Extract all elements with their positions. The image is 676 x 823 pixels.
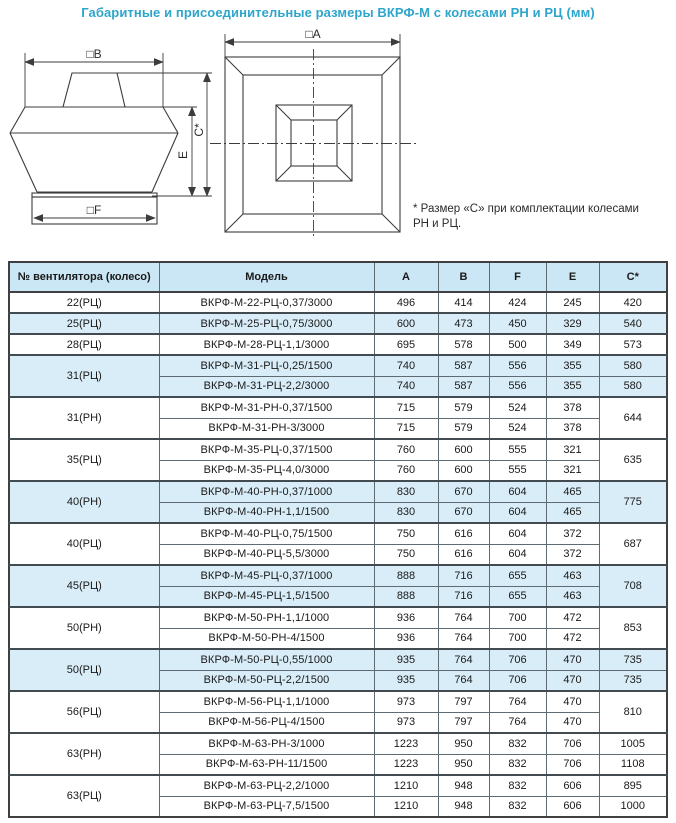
dim-a-cell: 973 bbox=[374, 712, 438, 733]
dim-b-cell: 600 bbox=[438, 439, 489, 460]
model-cell: ВКРФ-М-63-РН-3/1000 bbox=[159, 733, 374, 754]
dim-cstar-cell: 810 bbox=[599, 691, 667, 733]
dim-label-c: C* bbox=[192, 123, 206, 137]
dim-b-cell: 670 bbox=[438, 502, 489, 523]
model-cell: ВКРФ-М-40-РЦ-5,5/3000 bbox=[159, 544, 374, 565]
dim-cstar-cell: 735 bbox=[599, 670, 667, 691]
dim-a-cell: 830 bbox=[374, 502, 438, 523]
dim-e-cell: 463 bbox=[546, 586, 599, 607]
model-cell: ВКРФ-М-40-РН-1,1/1500 bbox=[159, 502, 374, 523]
dim-b-cell: 797 bbox=[438, 691, 489, 712]
dim-b-cell: 600 bbox=[438, 460, 489, 481]
table-row bbox=[9, 733, 667, 754]
dim-f-cell: 706 bbox=[489, 649, 546, 670]
dim-a-cell: 935 bbox=[374, 670, 438, 691]
dim-b-cell: 797 bbox=[438, 712, 489, 733]
dim-f-cell: 524 bbox=[489, 418, 546, 439]
dim-cstar-cell: 775 bbox=[599, 481, 667, 523]
table-row bbox=[9, 334, 667, 355]
wheel-cell: 22(РЦ) bbox=[9, 292, 159, 313]
model-cell: ВКРФ-М-50-РЦ-0,55/1000 bbox=[159, 649, 374, 670]
model-cell: ВКРФ-М-56-РЦ-4/1500 bbox=[159, 712, 374, 733]
dim-cstar-cell: 1005 bbox=[599, 733, 667, 754]
dim-e-cell: 470 bbox=[546, 691, 599, 712]
dim-a-cell: 935 bbox=[374, 649, 438, 670]
header-dim-c: C* bbox=[599, 262, 667, 292]
model-cell: ВКРФ-М-63-РЦ-2,2/1000 bbox=[159, 775, 374, 796]
dim-a-cell: 1223 bbox=[374, 754, 438, 775]
dim-cstar-cell: 580 bbox=[599, 376, 667, 397]
dim-b-cell: 716 bbox=[438, 586, 489, 607]
dim-b-cell: 579 bbox=[438, 397, 489, 418]
dim-e-cell: 472 bbox=[546, 628, 599, 649]
dim-b-cell: 587 bbox=[438, 355, 489, 376]
dim-f-cell: 832 bbox=[489, 733, 546, 754]
dim-a-cell: 715 bbox=[374, 418, 438, 439]
dim-f-cell: 700 bbox=[489, 607, 546, 628]
model-cell: ВКРФ-М-28-РЦ-1,1/3000 bbox=[159, 334, 374, 355]
dim-f-cell: 604 bbox=[489, 544, 546, 565]
dim-a-cell: 973 bbox=[374, 691, 438, 712]
dim-e-cell: 378 bbox=[546, 397, 599, 418]
model-cell: ВКРФ-М-22-РЦ-0,37/3000 bbox=[159, 292, 374, 313]
table-row bbox=[9, 481, 667, 502]
dim-cstar-cell: 735 bbox=[599, 649, 667, 670]
page-title: Габаритные и присоединительные размеры ВКРФ-М с колесами РН и РЦ (мм) bbox=[81, 5, 595, 20]
dim-cstar-cell: 635 bbox=[599, 439, 667, 481]
dim-b-cell: 716 bbox=[438, 565, 489, 586]
dim-a-cell: 936 bbox=[374, 607, 438, 628]
dim-b-cell: 670 bbox=[438, 481, 489, 502]
dim-f-cell: 764 bbox=[489, 691, 546, 712]
dim-b-cell: 587 bbox=[438, 376, 489, 397]
model-cell: ВКРФ-М-45-РЦ-1,5/1500 bbox=[159, 586, 374, 607]
dim-e-cell: 463 bbox=[546, 565, 599, 586]
dim-a-cell: 760 bbox=[374, 439, 438, 460]
dim-a-cell: 740 bbox=[374, 355, 438, 376]
wheel-cell: 63(РЦ) bbox=[9, 775, 159, 817]
dim-f-cell: 555 bbox=[489, 439, 546, 460]
dim-b-cell: 616 bbox=[438, 523, 489, 544]
model-cell: ВКРФ-М-31-РЦ-0,25/1500 bbox=[159, 355, 374, 376]
dim-b-cell: 948 bbox=[438, 796, 489, 817]
dim-f-cell: 524 bbox=[489, 397, 546, 418]
dim-f-cell: 604 bbox=[489, 502, 546, 523]
model-cell: ВКРФ-М-31-РЦ-2,2/3000 bbox=[159, 376, 374, 397]
footnote bbox=[413, 202, 665, 232]
dim-b-cell: 950 bbox=[438, 754, 489, 775]
dim-f-cell: 655 bbox=[489, 565, 546, 586]
dim-cstar-cell: 420 bbox=[599, 292, 667, 313]
dim-b-cell: 616 bbox=[438, 544, 489, 565]
table-row bbox=[9, 649, 667, 670]
wheel-cell: 40(РЦ) bbox=[9, 523, 159, 565]
dim-f-cell: 832 bbox=[489, 796, 546, 817]
dim-f-cell: 764 bbox=[489, 712, 546, 733]
footnote-line2: РН и РЦ. bbox=[413, 218, 462, 230]
dim-cstar-cell: 687 bbox=[599, 523, 667, 565]
header-dim-b: B bbox=[438, 262, 489, 292]
table-row bbox=[9, 397, 667, 418]
dim-f-cell: 700 bbox=[489, 628, 546, 649]
dim-label-a: □A bbox=[305, 27, 321, 41]
dim-a-cell: 1223 bbox=[374, 733, 438, 754]
dim-b-cell: 764 bbox=[438, 628, 489, 649]
dim-b-cell: 948 bbox=[438, 775, 489, 796]
dim-a-cell: 750 bbox=[374, 523, 438, 544]
dim-f-cell: 832 bbox=[489, 754, 546, 775]
wheel-cell: 35(РЦ) bbox=[9, 439, 159, 481]
header-wheel: № вентилятора (колесо) bbox=[9, 262, 159, 292]
dim-label-e: E bbox=[176, 150, 190, 160]
dim-cstar-cell: 573 bbox=[599, 334, 667, 355]
header-dim-a: A bbox=[374, 262, 438, 292]
dim-f-cell: 832 bbox=[489, 775, 546, 796]
dim-f-cell: 604 bbox=[489, 523, 546, 544]
dim-e-cell: 706 bbox=[546, 733, 599, 754]
wheel-cell: 28(РЦ) bbox=[9, 334, 159, 355]
dim-e-cell: 470 bbox=[546, 712, 599, 733]
table-row bbox=[9, 439, 667, 460]
dim-e-cell: 321 bbox=[546, 460, 599, 481]
table-row bbox=[9, 775, 667, 796]
dim-a-cell: 760 bbox=[374, 460, 438, 481]
wheel-cell: 56(РЦ) bbox=[9, 691, 159, 733]
dim-e-cell: 706 bbox=[546, 754, 599, 775]
dim-e-cell: 321 bbox=[546, 439, 599, 460]
dim-a-cell: 888 bbox=[374, 586, 438, 607]
dim-e-cell: 372 bbox=[546, 544, 599, 565]
dim-b-cell: 764 bbox=[438, 607, 489, 628]
dim-f-cell: 655 bbox=[489, 586, 546, 607]
table-row bbox=[9, 565, 667, 586]
dim-a-cell: 830 bbox=[374, 481, 438, 502]
dim-f-cell: 556 bbox=[489, 355, 546, 376]
dim-f-cell: 424 bbox=[489, 292, 546, 313]
footnote-line1: * Размер «С» при комплектации колесами bbox=[413, 203, 639, 215]
dimensions-table bbox=[8, 261, 668, 818]
model-cell: ВКРФ-М-50-РН-4/1500 bbox=[159, 628, 374, 649]
wheel-cell: 25(РЦ) bbox=[9, 313, 159, 334]
dim-a-cell: 695 bbox=[374, 334, 438, 355]
model-cell: ВКРФ-М-31-РН-3/3000 bbox=[159, 418, 374, 439]
top-view-drawing bbox=[210, 27, 418, 237]
dim-e-cell: 329 bbox=[546, 313, 599, 334]
dim-cstar-cell: 1108 bbox=[599, 754, 667, 775]
dim-f-cell: 556 bbox=[489, 376, 546, 397]
model-cell: ВКРФ-М-40-РЦ-0,75/1500 bbox=[159, 523, 374, 544]
dim-e-cell: 472 bbox=[546, 607, 599, 628]
model-cell: ВКРФ-М-63-РН-11/1500 bbox=[159, 754, 374, 775]
model-cell: ВКРФ-М-35-РЦ-4,0/3000 bbox=[159, 460, 374, 481]
table-row bbox=[9, 523, 667, 544]
dim-label-f: □F bbox=[86, 203, 102, 217]
dim-e-cell: 349 bbox=[546, 334, 599, 355]
dim-a-cell: 750 bbox=[374, 544, 438, 565]
dim-cstar-cell: 708 bbox=[599, 565, 667, 607]
dim-a-cell: 936 bbox=[374, 628, 438, 649]
table-row bbox=[9, 313, 667, 334]
dim-e-cell: 470 bbox=[546, 670, 599, 691]
table-row bbox=[9, 691, 667, 712]
dim-e-cell: 245 bbox=[546, 292, 599, 313]
dim-a-cell: 600 bbox=[374, 313, 438, 334]
dim-b-cell: 764 bbox=[438, 649, 489, 670]
wheel-cell: 40(РН) bbox=[9, 481, 159, 523]
model-cell: ВКРФ-М-45-РЦ-0,37/1000 bbox=[159, 565, 374, 586]
table-row bbox=[9, 355, 667, 376]
wheel-cell: 50(РЦ) bbox=[9, 649, 159, 691]
wheel-cell: 50(РН) bbox=[9, 607, 159, 649]
dim-b-cell: 579 bbox=[438, 418, 489, 439]
side-view-drawing bbox=[10, 47, 212, 224]
dim-e-cell: 465 bbox=[546, 502, 599, 523]
table-row bbox=[9, 292, 667, 313]
dim-e-cell: 378 bbox=[546, 418, 599, 439]
dim-b-cell: 473 bbox=[438, 313, 489, 334]
header-dim-f: F bbox=[489, 262, 546, 292]
dim-e-cell: 372 bbox=[546, 523, 599, 544]
wheel-cell: 31(РН) bbox=[9, 397, 159, 439]
dim-f-cell: 604 bbox=[489, 481, 546, 502]
model-cell: ВКРФ-М-31-РН-0,37/1500 bbox=[159, 397, 374, 418]
model-cell: ВКРФ-М-56-РЦ-1,1/1000 bbox=[159, 691, 374, 712]
dim-a-cell: 1210 bbox=[374, 775, 438, 796]
dim-f-cell: 500 bbox=[489, 334, 546, 355]
dim-e-cell: 465 bbox=[546, 481, 599, 502]
spec-table-body bbox=[9, 292, 667, 817]
dim-f-cell: 706 bbox=[489, 670, 546, 691]
wheel-cell: 31(РЦ) bbox=[9, 355, 159, 397]
dim-cstar-cell: 644 bbox=[599, 397, 667, 439]
dim-a-cell: 740 bbox=[374, 376, 438, 397]
header-dim-e: E bbox=[546, 262, 599, 292]
model-cell: ВКРФ-М-40-РН-0,37/1000 bbox=[159, 481, 374, 502]
dim-b-cell: 578 bbox=[438, 334, 489, 355]
model-cell: ВКРФ-М-35-РЦ-0,37/1500 bbox=[159, 439, 374, 460]
model-cell: ВКРФ-М-63-РЦ-7,5/1500 bbox=[159, 796, 374, 817]
table-header-row bbox=[9, 262, 667, 292]
dim-e-cell: 470 bbox=[546, 649, 599, 670]
dim-e-cell: 355 bbox=[546, 355, 599, 376]
dim-cstar-cell: 580 bbox=[599, 355, 667, 376]
model-cell: ВКРФ-М-25-РЦ-0,75/3000 bbox=[159, 313, 374, 334]
wheel-cell: 45(РЦ) bbox=[9, 565, 159, 607]
dim-cstar-cell: 1000 bbox=[599, 796, 667, 817]
dim-e-cell: 355 bbox=[546, 376, 599, 397]
dim-a-cell: 715 bbox=[374, 397, 438, 418]
dim-b-cell: 950 bbox=[438, 733, 489, 754]
header-model: Модель bbox=[159, 262, 374, 292]
model-cell: ВКРФ-М-50-РН-1,1/1000 bbox=[159, 607, 374, 628]
dim-a-cell: 496 bbox=[374, 292, 438, 313]
dim-f-cell: 450 bbox=[489, 313, 546, 334]
dim-f-cell: 555 bbox=[489, 460, 546, 481]
dim-e-cell: 606 bbox=[546, 775, 599, 796]
dim-label-b: □B bbox=[86, 47, 102, 61]
wheel-cell: 63(РН) bbox=[9, 733, 159, 775]
dim-cstar-cell: 895 bbox=[599, 775, 667, 796]
table-row bbox=[9, 607, 667, 628]
dim-cstar-cell: 853 bbox=[599, 607, 667, 649]
dim-a-cell: 888 bbox=[374, 565, 438, 586]
model-cell: ВКРФ-М-50-РЦ-2,2/1500 bbox=[159, 670, 374, 691]
dim-b-cell: 764 bbox=[438, 670, 489, 691]
dim-e-cell: 606 bbox=[546, 796, 599, 817]
dim-b-cell: 414 bbox=[438, 292, 489, 313]
dim-a-cell: 1210 bbox=[374, 796, 438, 817]
dim-cstar-cell: 540 bbox=[599, 313, 667, 334]
